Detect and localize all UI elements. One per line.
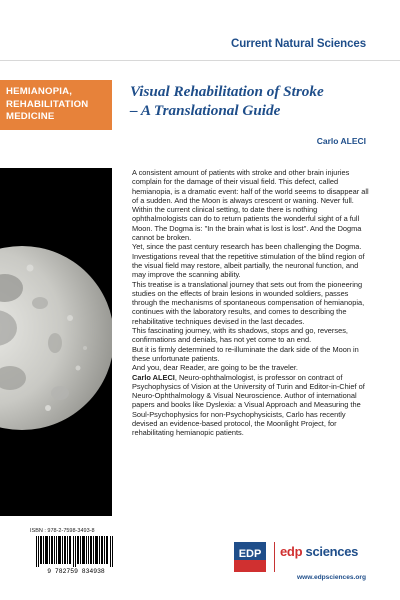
author-name: Carlo ALECI bbox=[316, 136, 366, 146]
body-paragraph: This fascinating journey, with its shadows, stops and go, reverses, confirmations and denials, has not yet come to an end. bbox=[132, 326, 348, 345]
edp-logo-icon bbox=[234, 542, 266, 572]
barcode-icon bbox=[30, 535, 122, 575]
isbn-label: ISBN : 978-2-7598-3493-8 bbox=[30, 528, 95, 534]
publisher-name-suffix: sciences bbox=[305, 544, 359, 559]
series-name: Current Natural Sciences bbox=[230, 38, 366, 50]
body-paragraph: Yet, since the past century research has been challenging the Dogma. Investigations reveal that the repetitive stimulation of the blind region of the visual field may restore, albeit partially, the neuronal function, and may improve the scanning ability. bbox=[132, 242, 365, 280]
top-rule bbox=[0, 60, 400, 61]
subject-tag-line: MEDICINE bbox=[6, 111, 55, 122]
logo-divider bbox=[274, 542, 275, 572]
body-paragraph: And you, dear Reader, are going to be the traveler. bbox=[132, 363, 298, 373]
author-bio-name: Carlo ALECI bbox=[132, 372, 175, 382]
body-paragraph: This treatise is a translational journey that sets out from the pioneering studies on the effects of brain lesions in wounded soldiers, passes through the mechanisms of spontaneous compensation of hemianopia, continues with the laboratory results, and comes to describing the rehabilitative techniques devised in the last decades. bbox=[132, 279, 365, 326]
body-paragraph: A consistent amount of patients with stroke and other brain injuries complain for the damage of their visual field. This defect, called hemianopia, is a dramatic event: half of the world seems to disappear all of a sudden. And the Moon is always crescent or waning. Never full. Within the current clinical setting, to date there is nothing ophthalmologists can do to return patients the wonderful sight of a full Moon. The Dogma is: "In the brain what is lost is lost". And the Dogma cannot be broken. bbox=[132, 168, 369, 243]
back-cover-text bbox=[132, 168, 372, 438]
subject-tag-line: HEMIANOPIA, bbox=[6, 86, 73, 97]
publisher-name bbox=[280, 544, 358, 559]
half-moon-photo-icon bbox=[0, 168, 112, 516]
body-paragraph: But it is firmly determined to re-illuminate the dark side of the Moon in these unfortunate patients. bbox=[132, 344, 359, 363]
publisher-logo-text: EDP bbox=[238, 548, 262, 560]
book-title bbox=[130, 82, 380, 120]
book-title-line: – A Translational Guide bbox=[130, 102, 281, 119]
author-bio bbox=[132, 373, 372, 438]
isbn-digits: 9 782759 834938 bbox=[47, 568, 105, 575]
subject-tag bbox=[0, 80, 112, 130]
moon-image bbox=[0, 168, 112, 516]
author-bio-text: , Neuro-ophthalmologist, is professor on contract of Psychophysics of Vision at the University of Turin and Editor-in-Chief of Neuro-Ophthalmology & Visual Neuroscience. Author of international papers and books like Dyslexia: a Visual Approach and Measuring the Soul-Psychophysics for non-Psychophysicists, Carlo has recently devised an evidence-based protocol, the Moonlight Project, for rehabilitating hemianopic patients. bbox=[132, 372, 365, 438]
book-title-line: Visual Rehabilitation of Stroke bbox=[130, 83, 324, 100]
subject-tag-line: REHABILITATION bbox=[6, 98, 89, 110]
publisher-name-prefix: edp bbox=[280, 544, 303, 559]
publisher-url: www.edpsciences.org bbox=[296, 574, 366, 581]
publisher-logos bbox=[234, 540, 384, 576]
